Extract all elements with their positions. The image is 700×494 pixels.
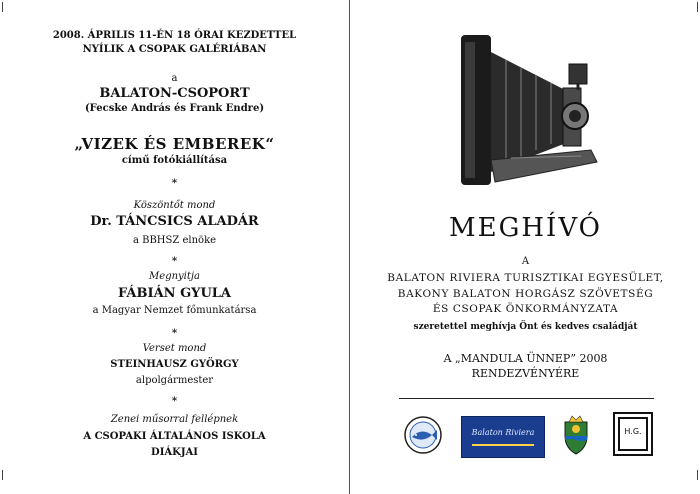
riviera-wave <box>472 444 534 446</box>
greeting-role: Köszöntőt mond <box>133 200 216 211</box>
divider-line <box>399 398 654 399</box>
csopak-coat-of-arms <box>559 414 593 456</box>
fish-seal-logo <box>403 415 443 455</box>
folding-camera-icon <box>451 30 601 190</box>
fold-line <box>349 0 350 494</box>
opening-name: FÁBIÁN GYULA <box>117 286 232 301</box>
organizer-1: BALATON RIVIERA TURISZTIKAI EGYESÜLET, <box>387 272 664 284</box>
group-members: (Fecske András és Frank Endre) <box>84 103 265 114</box>
invite-text: szeretettel meghívja Önt és kedves családját <box>413 322 638 332</box>
music-role: Zenei műsorral fellépnek <box>110 414 239 425</box>
invitation-page <box>351 0 700 494</box>
verse-role: Verset mond <box>142 343 207 354</box>
hg-gallery-logo <box>613 412 653 456</box>
event-line-2: RENDEZVÉNYÉRE <box>471 367 580 380</box>
greeting-title: a BBHSZ elnöke <box>132 235 217 246</box>
separator-star: * <box>171 256 178 267</box>
program-page <box>0 0 349 494</box>
music-name-2: DIÁKJAI <box>151 447 198 458</box>
greeting-name: Dr. TÁNCSICS ALADÁR <box>90 214 259 229</box>
organizer-3: ÉS CSOPAK ÖNKORMÁNYZATA <box>432 303 619 315</box>
exhibition-subtitle: című fotókiállítása <box>121 155 228 166</box>
opening-title: a Magyar Nemzet főmunkatársa <box>92 305 257 316</box>
verse-name: STEINHAUSZ GYÖRGY <box>110 359 239 370</box>
separator-star: * <box>171 328 178 339</box>
verse-title: alpolgármester <box>135 375 214 386</box>
article: a <box>171 73 178 84</box>
group-name: BALATON-CSOPORT <box>99 86 250 101</box>
separator-star: * <box>171 396 178 407</box>
organizer-2: BAKONY BALATON HORGÁSZ SZÖVETSÉG <box>397 288 654 300</box>
intro-line-2: NYÍLIK A CSOPAK GALÉRIÁBAN <box>82 44 267 55</box>
balaton-riviera-logo-text: Balaton Riviera <box>471 428 535 437</box>
separator-star: * <box>171 178 178 189</box>
article: A <box>521 256 530 267</box>
exhibition-title: „VIZEK ÉS EMBEREK“ <box>74 135 275 153</box>
hg-logo-text: H.G. <box>624 427 642 436</box>
intro-line-1: 2008. ÁPRILIS 11-ÉN 18 ÓRAI KEZDETTEL <box>52 30 297 41</box>
opening-role: Megnyitja <box>149 271 200 282</box>
event-line-1: A „MANDULA ÜNNEP” 2008 <box>443 352 608 365</box>
balaton-riviera-logo <box>461 416 545 458</box>
music-name: A CSOPAKI ÁLTALÁNOS ISKOLA <box>83 431 266 442</box>
invitation-heading: MEGHÍVÓ <box>449 213 602 243</box>
